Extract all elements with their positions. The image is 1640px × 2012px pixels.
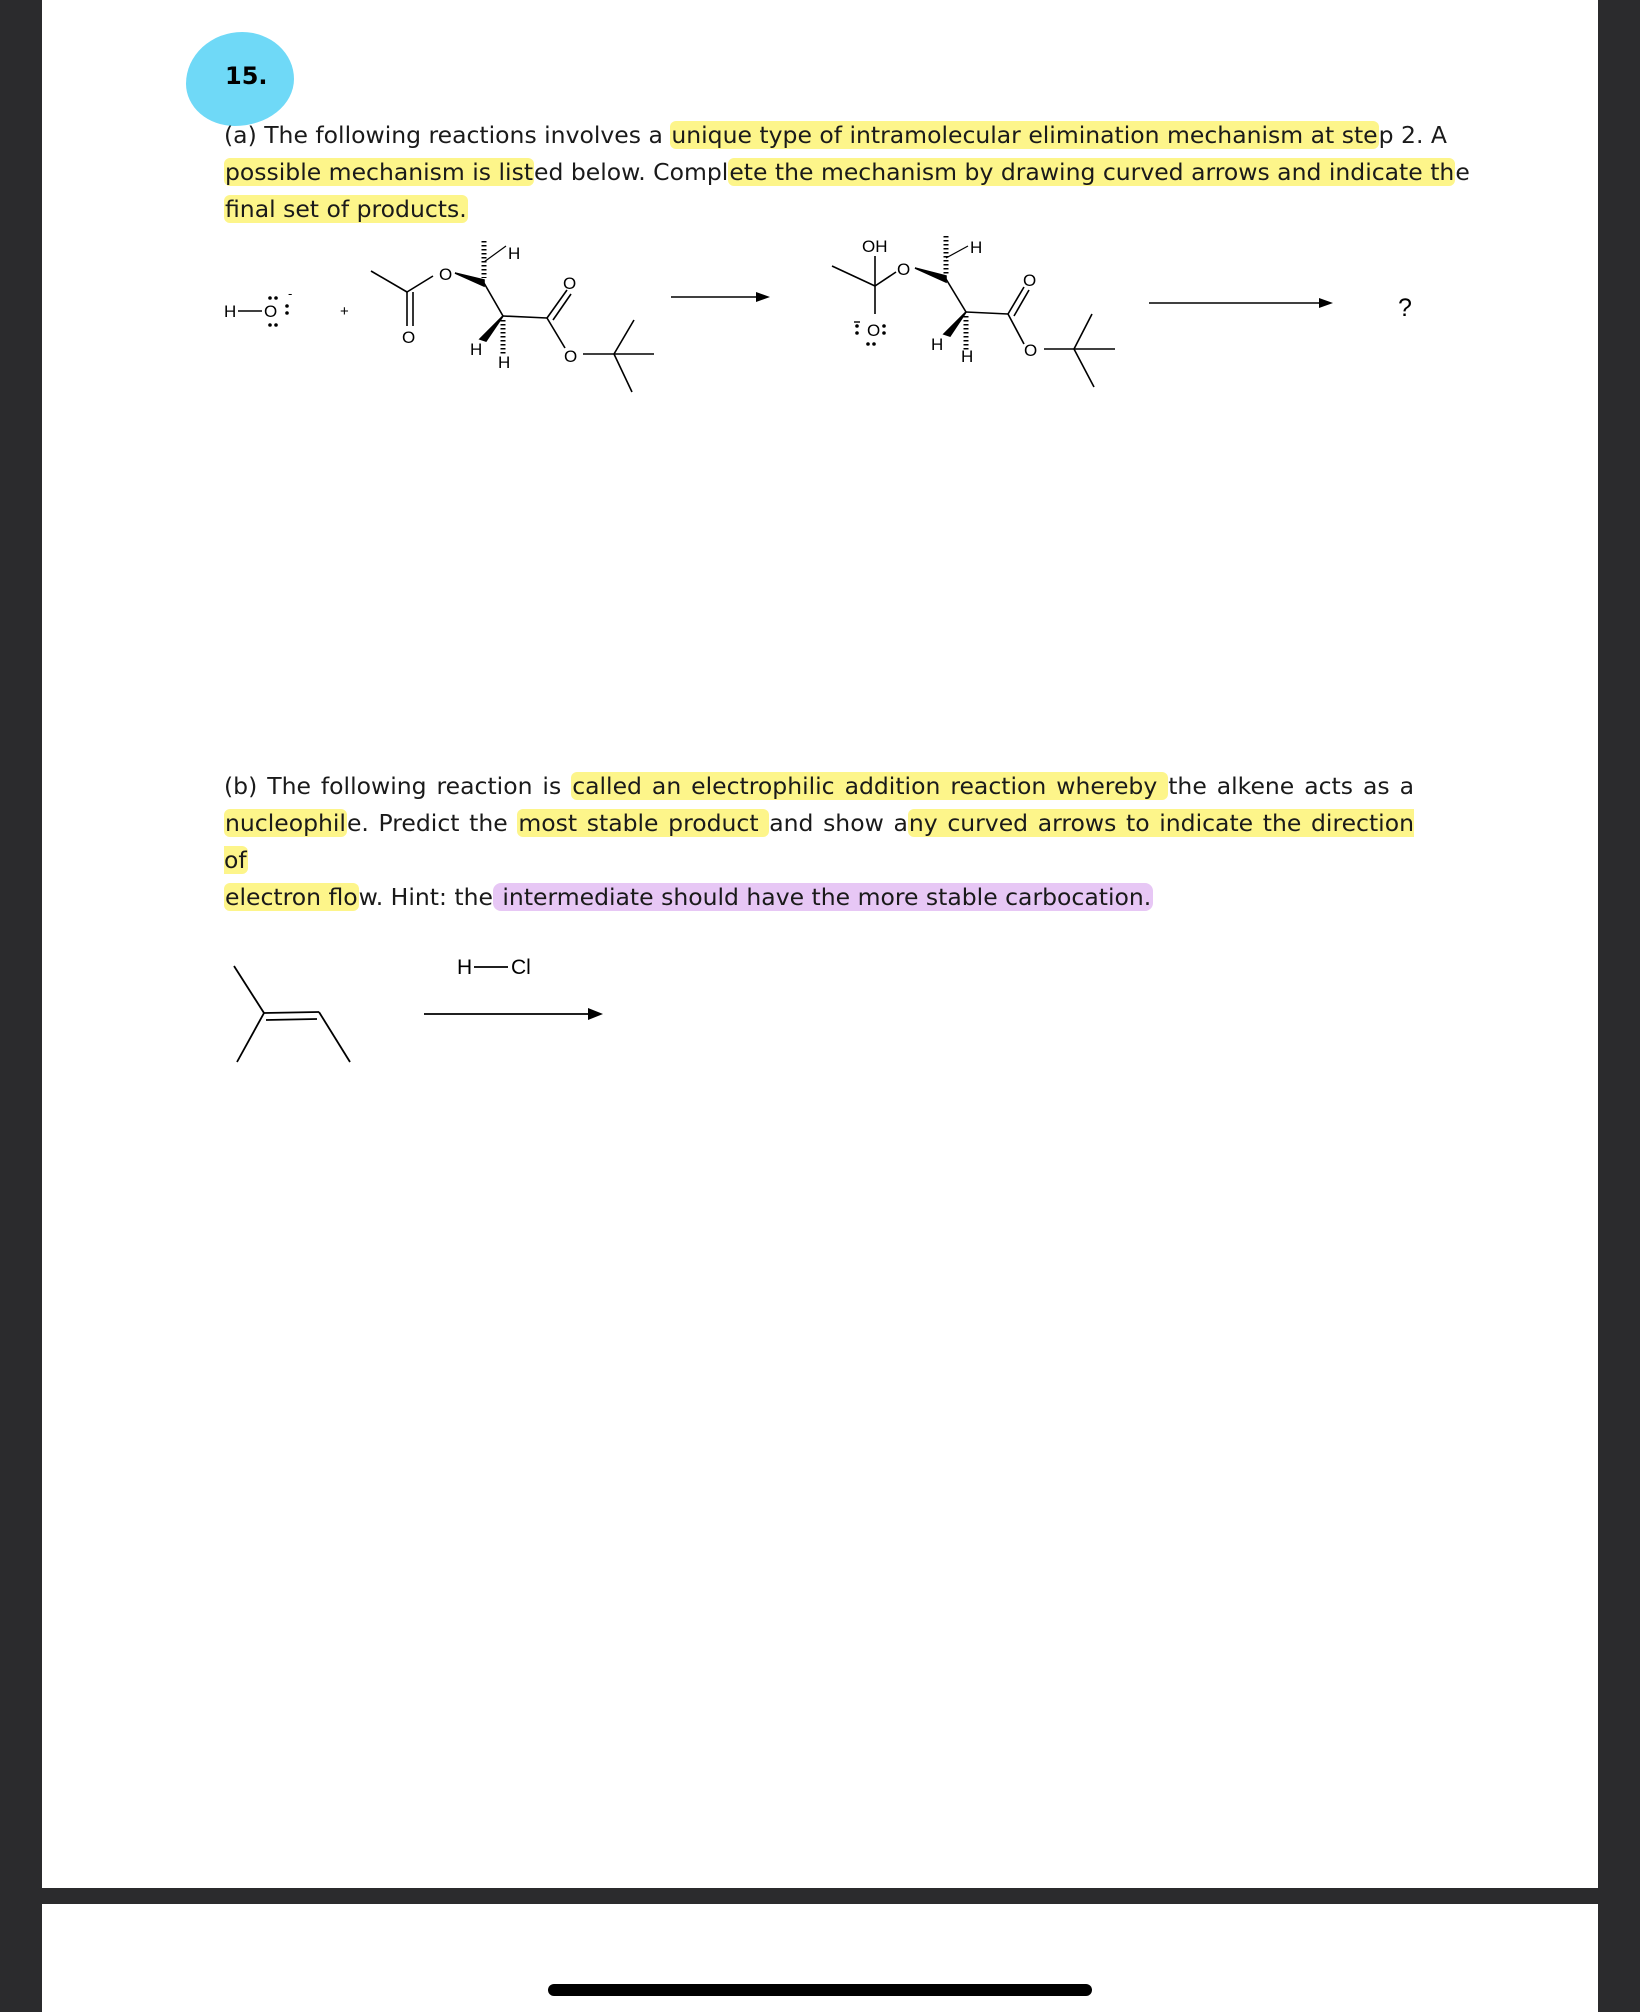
- reactant-h-top: H: [508, 244, 521, 263]
- home-indicator[interactable]: [548, 1984, 1092, 1996]
- reactant-h-left: H: [470, 340, 483, 359]
- highlighted-text: electron flo: [225, 883, 358, 911]
- reaction-scheme-b: [0, 920, 1640, 1080]
- intermediate-ester-o: O: [1024, 341, 1038, 360]
- text-segment: p 2. A: [1378, 121, 1447, 149]
- intermediate-h-top: H: [970, 238, 983, 257]
- intermediate-ether-o: O: [897, 260, 911, 279]
- part-b-text: [224, 768, 1414, 916]
- reagent-h: H: [457, 956, 473, 979]
- highlighted-text: unique type of intramolecular elimination mechanism at ste: [671, 121, 1378, 149]
- reaction-arrow-1: [671, 292, 770, 302]
- text-segment: the alkene acts as a: [1168, 772, 1415, 800]
- highlighted-text: ny curved arrows to indicate the direction of: [224, 809, 1414, 874]
- plus-sign: +: [340, 303, 349, 320]
- reactant-h-bottom: H: [498, 353, 511, 372]
- question-number: 15.: [225, 62, 268, 90]
- intermediate-ester-carbonyl-o: O: [1023, 271, 1037, 290]
- intermediate-alkoxide-o: O: [867, 321, 881, 340]
- text-segment: ed below. Compl: [534, 158, 729, 186]
- highlighted-text: possible mechanism is list: [225, 158, 534, 186]
- intermediate-oh: OH: [862, 237, 888, 256]
- reactant-carbonyl-o: O: [402, 328, 416, 347]
- text-segment: w. Hint: the: [358, 883, 493, 911]
- text-segment: and show a: [769, 809, 908, 837]
- intermediate-h-left: H: [931, 335, 944, 354]
- highlighted-text: nucleophil: [225, 809, 346, 837]
- highlighted-text: ete the mechanism by drawing curved arrows and indicate th: [729, 158, 1455, 186]
- reaction-arrow-2: [1149, 298, 1333, 308]
- part-b-line-1: [224, 768, 1414, 805]
- hydroxide-charge: -: [288, 286, 293, 301]
- alkene-reactant: [234, 966, 350, 1062]
- text-segment: e. Predict the: [346, 809, 518, 837]
- reaction-scheme-a: [0, 0, 1640, 420]
- reactant-ether-o: O: [439, 265, 453, 284]
- reagent-cl: Cl: [511, 956, 531, 979]
- part-b-line-2: [224, 805, 1414, 879]
- highlighted-text: called an electrophilic addition reaction whereby: [572, 772, 1168, 800]
- hydroxide-o-label: O: [264, 302, 278, 321]
- text-segment: (b) The following reaction is: [224, 772, 572, 800]
- intermediate-h-bottom: H: [961, 347, 974, 366]
- reactant-ester-carbonyl-o: O: [563, 274, 577, 293]
- unknown-product: ?: [1398, 294, 1412, 322]
- highlighted-text: final set of products.: [225, 195, 467, 223]
- reaction-arrow-b: [424, 1008, 603, 1020]
- hydroxide-h-label: H: [224, 302, 237, 321]
- part-b-line-3: [224, 879, 1414, 916]
- purple-highlighted-text: intermediate should have the more stable carbocation.: [494, 883, 1152, 911]
- highlighted-text: most stable product: [518, 809, 769, 837]
- text-segment: (a) The following reactions involves a: [224, 121, 671, 149]
- reactant-ester-o: O: [564, 347, 578, 366]
- hydroxide-ion: [224, 286, 292, 327]
- text-segment: e: [1455, 158, 1470, 186]
